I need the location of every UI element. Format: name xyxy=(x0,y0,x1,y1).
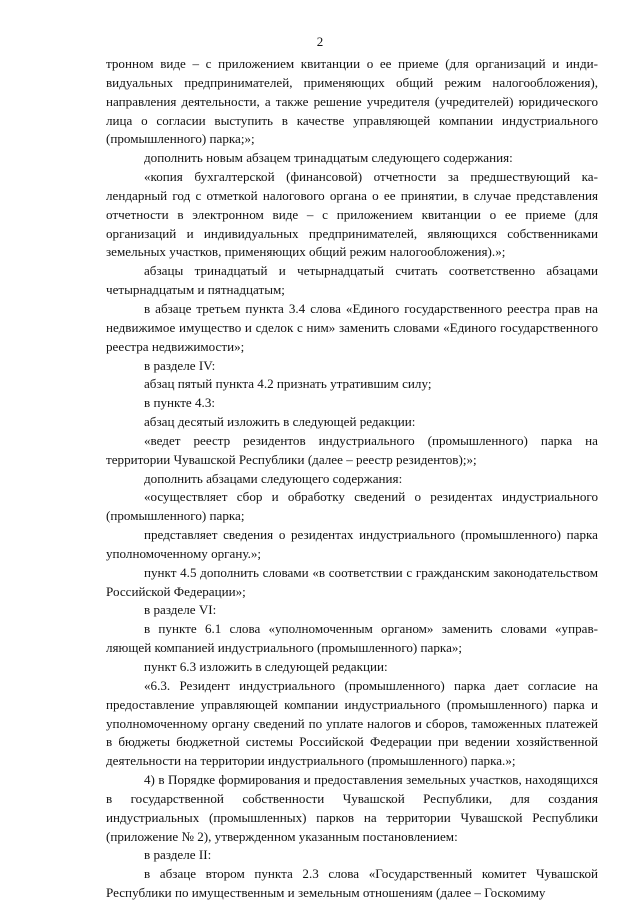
paragraph: «ведет реестр резидентов индустриального (промышленного) парка на территории Чувашской Республики (далее – реестр резидентов);»; xyxy=(106,432,598,467)
paragraph: в разделе VI: xyxy=(144,602,217,618)
paragraph: в разделе IV: xyxy=(144,357,216,373)
paragraph: «осуществляет сбор и обработку сведений о резидентах индустриального (промышленного) парка; xyxy=(106,489,598,524)
paragraph: «копия бухгалтерской (финансовой) отчетности за предшествующий календарный год с отметкой налогового органа о ее принятии, в случае представления отчетности в электронном виде – с приложением квитанции о ее приеме (для организаций и индивидуальных предпринимателей, являющихся собственниками земельных участков, применяющих общий режим налогообложения).»; xyxy=(106,169,598,260)
paragraph: в абзаце третьем пункта 3.4 слова «Единого государственного реестра прав на недвижимое имущество и сделок с ним» заменить словами «Единого государственного реестра недвижимости»; xyxy=(106,300,598,354)
paragraph: абзац десятый изложить в следующей редакции: xyxy=(144,414,416,430)
document-body xyxy=(106,55,598,903)
paragraph: абзац пятый пункта 4.2 признать утратившим силу; xyxy=(144,376,432,392)
page-number: 2 xyxy=(316,34,324,49)
paragraph: дополнить новым абзацем тринадцатым следующего содержания: xyxy=(144,150,513,166)
paragraph: «6.3. Резидент индустриального (промышленного) парка дает согласие на предоставление управляющей компании индустриального (промышленного) парка и уполномоченному органу сведений по уплате налогов и сборов, таможенных платежей в бюджеты бюджетной системы Российской Федерации при ведении хозяйственной деятельности на территории индустриального (промышленного) парка.»; xyxy=(106,677,598,769)
paragraph: пункт 6.3 изложить в следующей редакции: xyxy=(144,659,388,674)
paragraph: дополнить абзацами следующего содержания: xyxy=(144,470,403,486)
paragraph: абзацы тринадцатый и четырнадцатый считать соответственно абзацами четырнадцатым и пятнадцатым; xyxy=(106,263,598,298)
paragraph: в пункте 4.3: xyxy=(144,395,216,411)
paragraph: представляет сведения о резидентах индустриального (промышленного) парка уполномоченному органу.»; xyxy=(106,527,598,561)
paragraph-continuation: тронном виде – с приложением квитанции о ее приеме (для организаций и индивидуальных предпринимателей, применяющих общий режим налогообложения), направления деятельности, а также решение учредителя (учредителей) юридического лица о согласии выступить в качестве управляющей компании индустриального (промышленного) парка;»; xyxy=(106,56,598,147)
paragraph: 4) в Порядке формирования и предоставления земельных участков, находящихся в государственной собственности Чувашской Республики, для создания индустриальных (промышленных) парков на территории Чувашской Республики (приложение № 2), утвержденном указанным постановлением: xyxy=(106,772,598,844)
paragraph: в абзаце втором пункта 2.3 слова «Государственный комитет Чувашской Республики по имущественным и земельным отношениям (далее – Госкомиму xyxy=(106,866,598,901)
paragraph: в разделе II: xyxy=(144,847,212,863)
paragraph: пункт 4.5 дополнить словами «в соответствии с гражданским законодательством Российской Федерации»; xyxy=(106,564,598,599)
paragraph: в пункте 6.1 слова «уполномоченным органом» заменить словами «управляющей компанией индустриального (промышленного) парка»; xyxy=(106,621,598,656)
